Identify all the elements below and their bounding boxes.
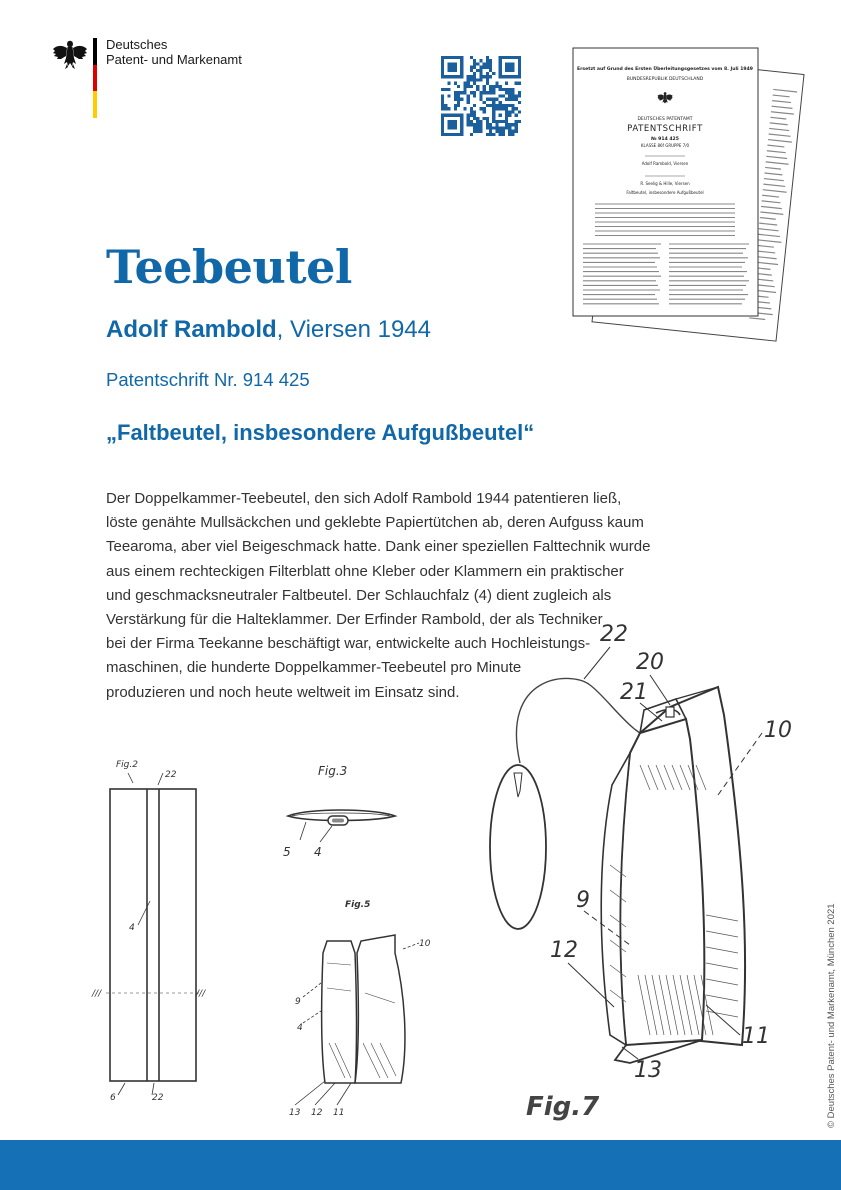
fig2-label-22-top: 22 [165, 770, 177, 780]
body-line: und geschmacksneutraler Faltbeutel. Der Schlauchfalz (4) dient zugleich als [106, 586, 612, 604]
fig7-label-21: 21 [620, 680, 648, 705]
body-line: Verstärkung für die Halteklammer. Der Erfinder Rambold, der als Techniker [106, 611, 603, 629]
body-line: Teearoma, aber viel Beigeschmack hatte. Dank einer speziellen Falttechnik wurde [106, 538, 651, 556]
qr-code[interactable] [441, 56, 521, 136]
figure-3-cross-section [278, 758, 403, 868]
fig7-label-20: 20 [636, 650, 664, 675]
fig7-label-10: 10 [764, 718, 792, 743]
body-line: aus einem rechteckigen Filterblatt ohne Kleber oder Klammern ein praktischer [106, 562, 624, 580]
fig2-mark-right: /// [196, 989, 206, 999]
figure-2-flat-sheet [88, 755, 228, 1110]
patent-number: Patentschrift Nr. 914 425 [106, 369, 310, 390]
patent-title-quote: „Faltbeutel, insbesondere Aufgußbeutel“ [106, 420, 535, 445]
page-title: Teebeutel [106, 240, 352, 294]
body-line: Der Doppelkammer-Teebeutel, den sich Adolf Rambold 1944 patentieren ließ, [106, 490, 622, 507]
fig3-label-5: 5 [283, 845, 291, 859]
patent-doc-title: Faltbeutel, insbesondere Aufgußbeutel [626, 190, 704, 195]
body-line: maschinen, die hunderte Doppelkammer-Teebeutel pro Minute [106, 659, 522, 677]
fig7-label-9: 9 [576, 888, 590, 913]
body-line: produzieren und noch heute weltweit im Einsatz sind. [106, 683, 460, 701]
inventor-name: Adolf Rambold [106, 316, 277, 343]
fig5-label-12: 12 [311, 1108, 323, 1118]
patent-doc-type: PATENTSCHRIFT [627, 124, 703, 134]
org-line-1: Deutsches [106, 37, 168, 52]
german-flag-bar [93, 38, 97, 118]
fig2-label-6: 6 [110, 1093, 116, 1103]
fig7-label-11: 11 [742, 1024, 770, 1049]
fig5-label-9: 9 [295, 997, 301, 1007]
inventor-place-year: , Viersen 1944 [276, 316, 431, 343]
fig5-label-13: 13 [289, 1108, 301, 1118]
fig2-title: Fig.2 [116, 760, 138, 770]
fig7-title: Fig.7 [526, 1092, 600, 1122]
body-line: bei der Firma Teekanne beschäftigt war, entwickelte auch Hochleistungs- [106, 635, 591, 653]
fig3-title: Fig.3 [318, 764, 348, 778]
fig5-title: Fig.5 [345, 900, 371, 910]
federal-eagle-icon [52, 36, 88, 72]
fig5-label-4: 4 [297, 1023, 303, 1033]
fig3-label-4: 4 [314, 845, 322, 859]
fig7-label-12: 12 [550, 938, 578, 963]
fig5-label-11: 11 [333, 1108, 345, 1118]
organization-name [106, 37, 242, 67]
patent-document-image [565, 44, 813, 350]
org-line-2: Patent- und Markenamt [106, 52, 242, 67]
patent-doc-country: BUNDESREPUBLIK DEUTSCHLAND [626, 77, 704, 82]
body-line: löste genähte Mullsäckchen und geklebte Papiertütchen ab, deren Aufguss kaum [106, 514, 644, 532]
fig7-label-22: 22 [600, 622, 628, 647]
fig7-label-13: 13 [634, 1058, 662, 1083]
fig2-mark-left: /// [92, 989, 102, 999]
figure-5-bag [285, 893, 435, 1123]
patent-doc-company: R. Seelig & Hille, Viersen [640, 181, 690, 186]
fig2-label-4: 4 [129, 923, 135, 933]
figure-7-teabag-with-string [480, 615, 800, 1135]
patent-doc-number: № 914 425 [651, 137, 679, 142]
copyright-notice: © Deutsches Patent- und Markenamt, München 2021 [826, 903, 837, 1128]
fig5-label-10: 10 [419, 939, 431, 949]
patent-doc-header: Ersetzt auf Grund des Ersten Überleitungsgesetzes vom 8. Juli 1949 [577, 67, 753, 72]
patent-doc-klasse: KLASSE 86f GRUPPE 7/0 [640, 143, 690, 148]
footer-bar [0, 1140, 841, 1190]
patent-doc-inventor: Adolf Rambold, Viersen [641, 161, 689, 166]
fig2-label-22-bottom: 22 [152, 1093, 164, 1103]
inventor-subtitle [106, 316, 431, 344]
patent-doc-office: DEUTSCHES PATENTAMT [637, 117, 693, 122]
